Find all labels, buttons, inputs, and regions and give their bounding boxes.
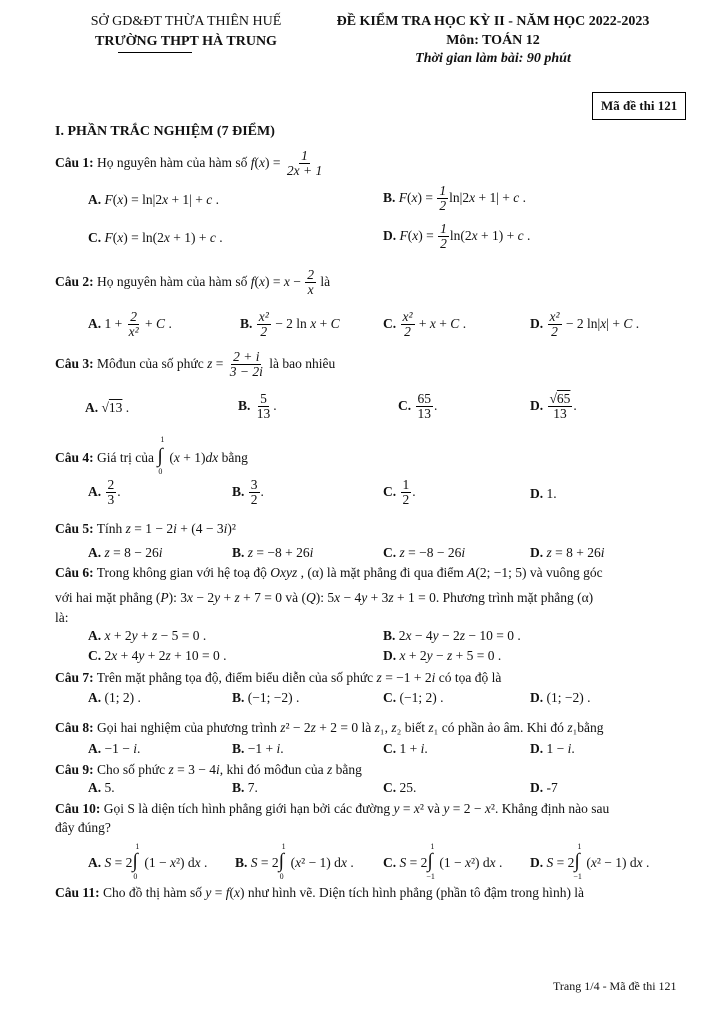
q4-option-b[interactable]: B. $\frac{3}{2}$ . bbox=[232, 477, 264, 508]
subject: Môn: TOÁN 12 bbox=[446, 33, 540, 48]
q10-mid: và bbox=[427, 801, 441, 816]
q7-option-b[interactable]: B. (−1; −2) . bbox=[232, 690, 300, 705]
q9-option-b[interactable]: B. 7. bbox=[232, 780, 258, 795]
q2-option-b[interactable]: B. $\frac{\text{x²}}{2}$ − 2 ln x + C bbox=[240, 309, 340, 340]
q6-text-7: là: bbox=[55, 610, 69, 625]
q3-option-c[interactable]: C. $\frac{65}{13}$ . bbox=[398, 391, 438, 422]
exam-code-box: Mã đề thi 121 bbox=[592, 92, 686, 120]
exam-title: ĐỀ KIỂM TRA HỌC KỲ II - NĂM HỌC 2022-2023 bbox=[336, 14, 650, 29]
duration: Thời gian làm bài: 90 phút bbox=[415, 51, 571, 66]
q4-option-d[interactable]: D. 1. bbox=[530, 486, 557, 501]
question-3: Câu 3: Môđun của số phức z = $\frac{2 + i}{3 - 2i}$ là bao nhiêu bbox=[55, 349, 336, 380]
q8-label: Câu 8: bbox=[55, 720, 94, 735]
question-7: Câu 7: Trên mặt phẳng tọa độ, điểm biểu diễn của số phức z = −1 + 2i có tọa độ là bbox=[55, 670, 502, 685]
q1-option-c[interactable]: C. F(x) = ln(2x + 1) + c . bbox=[88, 230, 223, 245]
department-name: SỞ GD&ĐT THỪA THIÊN HUẾ bbox=[90, 14, 282, 29]
question-10: Câu 10: Gọi S là diện tích hình phẳng giới hạn bởi các đường y = x² và y = 2 − x². Khẳng định nào sau bbox=[55, 801, 610, 816]
question-6-line-2: với hai mặt phẳng (P): 3x − 2y + z + 7 = 0 và (Q): 5x − 4y + 3z + 1 = 0. Phương trình mặt phẳng (α) bbox=[55, 590, 594, 605]
q2-label: Câu 2: bbox=[55, 273, 94, 289]
school-underline bbox=[118, 52, 192, 53]
q9-tail: , khi đó môđun của bbox=[219, 762, 324, 777]
q1-option-d[interactable]: D. F(x) = $\frac{1}{2}$ ln(2x + 1) + c . bbox=[383, 221, 531, 252]
q3-label: Câu 3: bbox=[55, 355, 94, 371]
q1-text: Họ nguyên hàm của hàm số bbox=[97, 154, 248, 170]
q9-text: Cho số phức bbox=[97, 762, 166, 777]
q7-tail: có tọa độ là bbox=[438, 670, 502, 685]
q1-label: Câu 1: bbox=[55, 154, 94, 170]
question-2: Câu 2: Họ nguyên hàm của hàm số f(x) = x − $\frac{2}{x}$ là bbox=[55, 267, 331, 298]
q10-option-d[interactable]: D. S = 2∫ 1 −1 (x² − 1) dx . bbox=[530, 842, 650, 881]
q9-tail2: bằng bbox=[335, 762, 362, 777]
q11-label: Câu 11: bbox=[55, 885, 100, 900]
q5-option-d[interactable]: D. z = 8 + 26i bbox=[530, 545, 605, 560]
q6-label: Câu 6: bbox=[55, 565, 94, 580]
q3-option-a[interactable]: A. √13 . bbox=[85, 400, 130, 415]
q8-option-c[interactable]: C. 1 + i. bbox=[383, 741, 428, 756]
question-11: Câu 11: Cho đồ thị hàm số y = f(x) như hình vẽ. Diện tích hình phẳng (phần tô đậm trong hình) là bbox=[55, 885, 585, 900]
q7-option-a[interactable]: A. (1; 2) . bbox=[88, 690, 141, 705]
q6-option-a[interactable]: A. x + 2y + z − 5 = 0 . bbox=[88, 628, 207, 643]
q2-option-c[interactable]: C. $\frac{\text{x²}}{2}$ + x + C . bbox=[383, 309, 467, 340]
q1-option-a[interactable]: A. F(x) = ln|2x + 1| + c . bbox=[88, 192, 219, 207]
q4-tail: bằng bbox=[221, 450, 248, 465]
question-4: Câu 4: Giá trị của ∫ 1 0 (x + 1)dx bằng bbox=[55, 435, 248, 476]
q6-text-6: . Phương trình mặt phẳng bbox=[435, 590, 574, 605]
q9-option-c[interactable]: C. 25. bbox=[383, 780, 417, 795]
q9-option-d[interactable]: D. -7 bbox=[530, 780, 558, 795]
q6-text-2: là mặt phẳng đi qua điểm bbox=[326, 565, 464, 580]
question-6-line-1: Câu 6: Trong không gian với hệ toạ độ Oxyz , (α) là mặt phẳng đi qua điểm A(2; −1; 5) và vuông góc bbox=[55, 565, 603, 580]
q11-text: Cho đồ thị hàm số bbox=[103, 885, 203, 900]
q8-option-a[interactable]: A. −1 − i. bbox=[88, 741, 141, 756]
q6-option-b[interactable]: B. 2x − 4y − 2z − 10 = 0 . bbox=[383, 628, 521, 643]
q7-text: Trên mặt phẳng tọa độ, điểm biểu diễn của số phức bbox=[96, 670, 374, 685]
q4-option-a[interactable]: A. $\frac{2}{3}$ . bbox=[88, 477, 121, 508]
q6-option-d[interactable]: D. x + 2y − z + 5 = 0 . bbox=[383, 648, 502, 663]
q6-text-4: với hai mặt phẳng bbox=[55, 590, 153, 605]
q6-option-c[interactable]: C. 2x + 4y + 2z + 10 = 0 . bbox=[88, 648, 227, 663]
q5-option-a[interactable]: A. z = 8 − 26i bbox=[88, 545, 163, 560]
q5-option-b[interactable]: B. z = −8 + 26i bbox=[232, 545, 314, 560]
q10-option-a[interactable]: A. S = 2∫ 1 0 (1 − x²) dx . bbox=[88, 842, 208, 881]
q9-label: Câu 9: bbox=[55, 762, 94, 777]
q6-text-5: và bbox=[285, 590, 299, 605]
q10-label: Câu 10: bbox=[55, 801, 101, 816]
q5-option-c[interactable]: C. z = −8 − 26i bbox=[383, 545, 466, 560]
question-1: Câu 1: Họ nguyên hàm của hàm số f(x) = $\frac{1}{2x + 1}$ bbox=[55, 148, 323, 179]
q8-tail: có phần ảo âm. Khi đó bbox=[441, 720, 564, 735]
school-name: TRƯỜNG THPT HÀ TRUNG bbox=[95, 34, 277, 49]
q2-text: Họ nguyên hàm của hàm số bbox=[97, 273, 248, 289]
question-9: Câu 9: Cho số phức z = 3 − 4i, khi đó môđun của z bằng bbox=[55, 762, 362, 777]
q3-text: Môđun của số phức bbox=[97, 355, 204, 371]
q9-option-a[interactable]: A. 5. bbox=[88, 780, 115, 795]
section-title: I. PHẦN TRẮC NGHIỆM (7 ĐIỂM) bbox=[55, 124, 275, 139]
q7-option-d[interactable]: D. (1; −2) . bbox=[530, 690, 591, 705]
q10-tail: . Khẳng định nào sau bbox=[494, 801, 610, 816]
q4-option-c[interactable]: C. $\frac{1}{2}$ . bbox=[383, 477, 416, 508]
q5-label: Câu 5: bbox=[55, 521, 94, 536]
q1-option-b[interactable]: B. F(x) = $\frac{1}{2}$ ln|2x + 1| + c . bbox=[383, 183, 527, 214]
q10-option-b[interactable]: B. S = 2∫ 1 0 (x² − 1) dx . bbox=[235, 842, 354, 881]
q8-mid: là bbox=[361, 720, 372, 735]
q3-option-d[interactable]: D. $\frac{√65}{13}$ . bbox=[530, 391, 577, 422]
q10-text: Gọi S là diện tích hình phẳng giới hạn bởi các đường bbox=[103, 801, 391, 816]
q2-option-d[interactable]: D. $\frac{\text{x²}}{2}$ − 2 ln|x| + C . bbox=[530, 309, 640, 340]
q7-option-c[interactable]: C. (−1; 2) . bbox=[383, 690, 444, 705]
q6-text-3: và vuông góc bbox=[529, 565, 603, 580]
q10-line-2: đây đúng? bbox=[55, 820, 111, 835]
q10-option-c[interactable]: C. S = 2∫ 1 −1 (1 − x²) dx . bbox=[383, 842, 503, 881]
q3-option-b[interactable]: B. $\frac{5}{13}$ . bbox=[238, 391, 277, 422]
q8-text: Gọi hai nghiệm của phương trình bbox=[97, 720, 277, 735]
page-footer: Trang 1/4 - Mã đề thi 121 bbox=[553, 979, 677, 993]
q3-tail: là bao nhiêu bbox=[269, 355, 336, 371]
question-5: Câu 5: Tính z = 1 − 2i + (4 − 3i)² bbox=[55, 521, 236, 536]
q2-tail: là bbox=[320, 273, 331, 289]
q8-option-b[interactable]: B. −1 + i. bbox=[232, 741, 284, 756]
q2-option-a[interactable]: A. 1 + $\frac{2}{\text{x²}}$ + C . bbox=[88, 309, 172, 340]
q5-text: Tính bbox=[96, 521, 123, 536]
q7-label: Câu 7: bbox=[55, 670, 94, 685]
q8-option-d[interactable]: D. 1 − i. bbox=[530, 741, 575, 756]
q6-text-1: Trong không gian với hệ toạ độ bbox=[96, 565, 267, 580]
q4-label: Câu 4: bbox=[55, 450, 94, 465]
q11-tail: như hình vẽ. Diện tích hình phẳng (phần tô đậm trong hình) là bbox=[247, 885, 585, 900]
question-8: Câu 8: Gọi hai nghiệm của phương trình z² − 2z + 2 = 0 là z₁, z₂ biết z₁ có phần ảo âm. Khi đó z₁bằng bbox=[55, 720, 604, 735]
q4-text: Giá trị của bbox=[97, 450, 154, 465]
q8-mid2: biết bbox=[404, 720, 425, 735]
q8-tail2: bằng bbox=[577, 720, 604, 735]
